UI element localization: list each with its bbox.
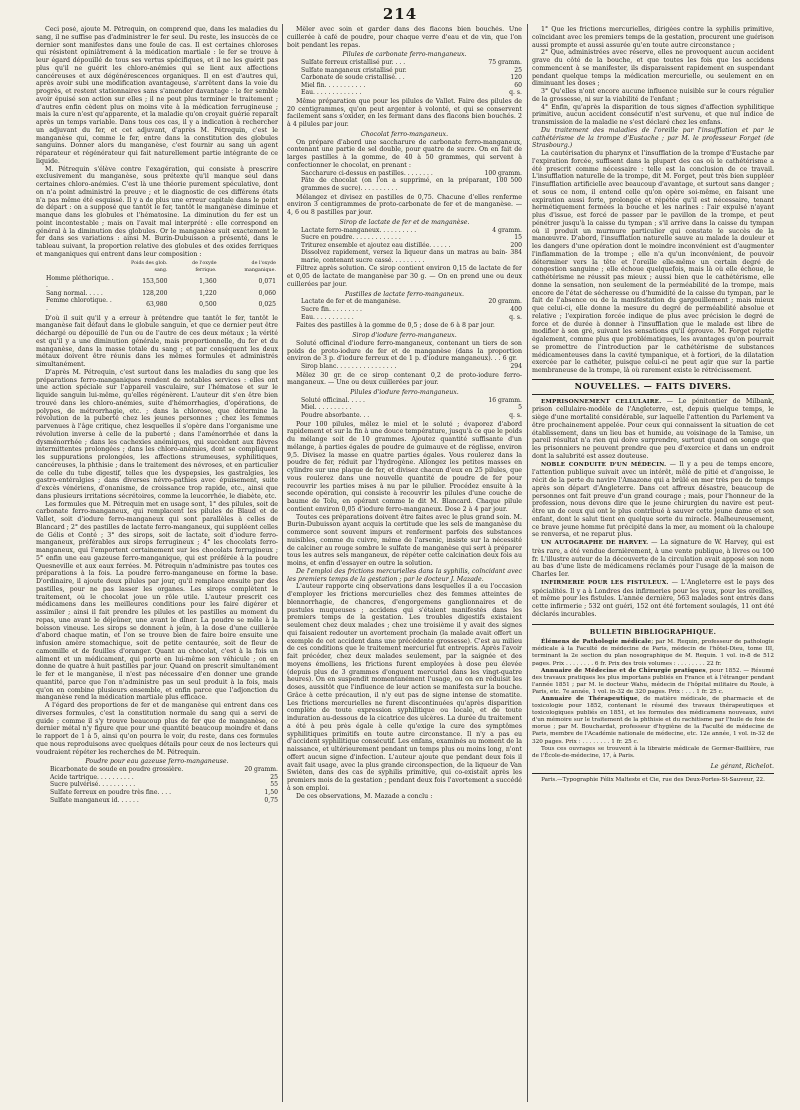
quantity: q. s. [509, 89, 522, 97]
formula-title: Poudre pour eau gazeuse ferro-manganeuse. [85, 758, 229, 766]
quantity: 400 [510, 306, 522, 314]
ingredient: Sulfate manganeux id. . . . . . [50, 796, 139, 804]
book-details: ; par M. Requin, professeur de pathologie médicale à la Faculté de médecine de Paris, médecin de l'hôtel-Dieu, tome III, terminant la 2e section du plan nosographique de M. Requin. 1 vol. in-8 de 512 pages. Prix . . . . . . . . 6 fr. Prix des trois volumes : . . . . . . . . 22 fr. [532, 639, 774, 667]
table-header: de l'oxyde manganique. [244, 260, 276, 274]
composition-table [36, 260, 278, 313]
recipe-row [50, 789, 278, 797]
news-text: — Il y a peu de temps encore, l'attention publique suivait avec un intérêt, mêlé de pitié et d'angoisse, le récit de la perte du navire l'Amazone qui a brûlé en mer très peu de temps après son départ d'Angleterre. Dans cet affreux désastre, beaucoup de personnes ont fait preuve d'un grand courage ; mais, pour l'honneur de la profession, nous devons dire que le jeune chirurgien du navire est peut-être un de ceux qui ont le plus contribué à sauver cette jeune dame et son enfant, dont le salut tient en quelque sorte du miracle. Malheureusement, ce brave jeune homme fut précipité dans la mer, au moment où la chaloupe se renversa, et ne reparut plus. [532, 460, 774, 539]
formula-title: Chocolat ferro-manganeux. [360, 130, 449, 138]
table-cell: Femme chlorotique. . . [46, 297, 112, 313]
recipe-row [301, 249, 522, 264]
recipe [50, 766, 278, 804]
paragraph: Même préparation que pour les pilules de Vallet. Faire des pilules de 20 centigrammes, qu'on peut argenter à volonté, et qui se conservent facilement sans s'oxider, en les fermant dans des flacons bien bouchés. 2 à 4 pilules par jour. [287, 97, 522, 129]
column-rule [282, 24, 283, 1102]
table-cell: 0,500 [199, 301, 217, 309]
recipe-row [301, 412, 522, 420]
recipe [301, 298, 522, 321]
quantity: 0,75 [264, 796, 278, 804]
recipe [301, 227, 522, 265]
ingredient: Sucre en poudre. . . . . . . . . . . . . [301, 234, 401, 242]
news-heading: UN AUTOGRAPHE DE HARVEY. [541, 540, 649, 546]
book-details: , de matière médicale, de pharmacie et de toxicologie pour 1852, contenant le résumé des travaux thérapeutiques et toxicologiques publiés en 1851, et les formules des médicamens nouveaux, suivi d'un mémoire sur le traitement de la phthisie et du rachitisme par l'huile de foie de morue ; par M. Bouchardat, professeur d'hygiène de la Faculté de médecine de Paris, membre de l'Académie nationale de médecine, etc. 12e année, 1 vol. in-32 de 320 pages. Prix : . . . . . . . . 1 fr. 25 c. [532, 696, 774, 745]
quantity: 75 gramm. [488, 59, 522, 66]
recipe-row [301, 82, 522, 90]
quantity: 25 [514, 66, 522, 74]
quantity: 384 [510, 249, 522, 257]
recipe-row [301, 89, 522, 97]
recipe-row [301, 306, 522, 314]
column-2 [287, 26, 522, 1100]
ingredient: Sulfate ferreux cristallisé pur. . . . [301, 59, 406, 66]
recipe-row [301, 59, 522, 67]
quantity: 1,50 [264, 788, 278, 796]
column-1 [36, 26, 278, 1100]
formula-title: Sirop de lactate de fer et de manganèse. [339, 218, 470, 226]
quantity: 25 [270, 773, 278, 781]
recipe [301, 59, 522, 97]
recipe [301, 363, 522, 371]
recipe-row [50, 774, 278, 782]
quantity: q. s. [509, 313, 522, 321]
quantity: q. s. [509, 412, 522, 420]
paragraph: Les formules que M. Pétrequin met en usage sont, 1° des pilules, soit de carbonate ferro-manganeux, qui remplacent les pilules de Blaud et de Vallet, soit d'iodure ferro-manganeux qui sont parallèles à celles de Blancard ; 2° des pastilles de lactate ferro-manganeux, qui suppléent celles de Gélis et Conté ; 3° des sirops, soit de lactate, soit d'iodure ferro-manganeux, préférables aux sirops ferrugineux ; 4° les chocolats ferro-manganeux, qui l'emportent certainement sur les chocolats ferrugineux ; 5° enfin une eau gazeuse ferro-manganique, qui est préférée à la poudre Quesneville et aux eaux ferrées. M. Pétrequin n'administre pas toutes ces préparations à la fois. La poudre ferro-manganeuse en forme la base. D'ordinaire, il ajoute deux pilules par jour, qu'il remplace ensuite par des pastilles, pour ne pas lasser les organes. Les sirops complètent le traitement, où le chocolat joue un rôle utile. L'auteur prescrit ces médicamens dans les meilleures conditions pour les faire digérer et assimiler ; ainsi il fait prendre les pilules et les pastilles au moment du repas, une avant le déjeûner, une avant le dîner. La poudre se mêle à la boisson vineuse. Les sirops se donnent à jeûn, à la dose d'une cuillerée d'abord chaque matin, et l'on se trouve bien de faire boire ensuite une infusion amère stomachique, soit de petite centaurée, soit de fleur de camomille et de feuilles d'oranger. Quant au chocolat, c'est à la fois un aliment et un médicament, qui porte en lui-même son véhicule ; on en donne de quatre à huit pastilles par jour. Quand on prescrit simultanément le fer et le manganèse, il n'est pas nécessaire d'en donner une grande quantité, parce que l'on n'administre pas un seul produit à la fois, mais qu'on en combine plusieurs ensemble, et enfin parce que l'adjonction du manganèse rend la médication martiale plus efficace. [36, 500, 278, 702]
news-item [532, 579, 774, 619]
quantity: 20 gramm. [244, 766, 278, 774]
recipe [301, 397, 522, 420]
paragraph: D'après M. Pétrequin, c'est surtout dans les maladies du sang que les préparations ferro-manganiques rendent de notables services : elles ont une action spéciale sur l'appareil vasculaire, sur l'hématose et sur le liquide sanguin lui-même, qu'elles régénèrent. L'auteur dit s'en être bien trouvé dans les chloro-anémies, suite d'hémorrhagies, d'opérations, de polypes, de métrorrhagie, etc. ; dans la chlorose, que détermine la révolution de la puberté chez les jeunes personnes ; chez les femmes parvenues à l'âge critique, chez lesquelles il s'opère dans l'organisme une révolution inverse à celle de la puberté ; dans l'aménorrhée et dans la dysménorrhée ; dans les cachexies anémiques, qui succèdent aux fièvres intermittentes prolongées ; dans les chloro-anémies, dont se compliquent les suppurations prolongées, les affections strumeuses, syphilitiques, cancéreuses, la phthisie ; dans le traitement des névroses, et en particulier de celle du tube digestif, telles que les dyspepsies, les gastralgies, les gastro-entéralgies ; dans diverses névro-pathies avec épuisement, suite d'excès vénériens, d'onanisme, de croissance trop rapide, etc., ainsi que dans plusieurs irritations sécrétoires, comme la leucorrhée, le diabète, etc. [36, 368, 278, 500]
formula-title: Pilules d'iodure ferro-manganeux. [350, 389, 459, 397]
table-cell: 63,980 [146, 301, 168, 309]
paragraph: Pour 100 pilules, mêlez le miel et le soluté ; évaporez d'abord rapidement et sur la fin à une douce température, jusqu'à ce que le poids du mélange soit de 10 grammes. Ajoutez quantité suffisante d'un mélange, à parties égales de poudre de guimauve et de réglisse, environ 9,5. Divisez la masse en quatre parties égales. Vous roulerez dans la poudre de fer, réduit par l'hydrogène. Allongez les petites masses en cylindre sur une plaque de fer, et divisez chacun d'eux en 25 pilules, que vous roulerez dans une nouvelle quantité de poudre de fer pour recouvrir les parties mises à nu par le pilulier. Procédez ensuite à la seconde opération, qui consiste à recouvrir les pilules d'une couche de baume de Tolu, en opérant comme le dit M. Blancard. Chaque pilule contient environ 0,05 d'iodure ferro-manganeux. Dose 2 à 4 par jour. [287, 420, 522, 513]
ingredient: Carbonate de soude cristallisé. . . [301, 74, 405, 82]
ingredient: Dissolvez rapidement, versez la liqueur dans un matras au bain-marie, contenant sucre cassé. . . . . . . . . [301, 249, 508, 264]
news-item [532, 398, 774, 461]
recipe-row [301, 363, 522, 371]
table-cell: Sang normal. . . . . [46, 289, 103, 297]
ingredient: Lactate ferro-manganeux. . . . . . . . . . [301, 226, 417, 234]
recipe-row [301, 74, 522, 82]
formula-title: Sirop d'iodure ferro-manganeux. [352, 332, 457, 339]
recipe-row [301, 170, 522, 178]
bibliography-entry [532, 668, 774, 696]
section-heading-bibliography: BULLETIN BIBLIOGRAPHIQUE. [532, 624, 774, 637]
news-heading: INFIRMERIE POUR LES FISTULEUX. [541, 579, 669, 586]
table-cell: 128,200 [142, 289, 168, 297]
ingredient: Soluté officinal. . . . . [301, 396, 365, 404]
ingredient: Sulfate manganeux cristallisé pur. [301, 66, 407, 74]
recipe-row [301, 67, 522, 75]
ingredient: Sucre pulvérisé. . . . . . . . . . [50, 781, 136, 789]
paragraph: Filtrez après solution. Ce sirop contient environ 0,15 de lactate de fer et 0,05 de lactate de manganèse par 30 g. — On en prend une ou deux cuillerées par jour. [287, 265, 522, 288]
recipe-row [301, 298, 522, 306]
conclusion-item: 2° Que, administrées avec réserve, elles ne provoquent aucun accident grave du côté de la bouche, et que toutes les fois que les accidens commencent à se manifester, ils disparaissent rapidement en suspendant pendant quelque temps la médication mercurielle, ou seulement en en diminuant les doses ; [532, 49, 774, 88]
recipe-row [301, 227, 522, 235]
table-header: Poids des glob. sang. [131, 260, 168, 274]
quantity: 16 gramm. [488, 396, 522, 404]
book-title: Annuaire de Médecine et de Chirurgie pratiques [541, 667, 706, 674]
ingredient: Poudre absorbante. . . [301, 412, 370, 420]
quantity: 200 [510, 241, 522, 249]
paragraph: Faites des pastilles à la gomme de 0,5 ; dose de 6 à 8 par jour. [296, 322, 495, 330]
ingredient: Acide tartrique. . . . . . . . . . [50, 773, 134, 781]
paragraph: Soluté officinal d'iodure ferro-manganeux, contenant un tiers de son poids de proto-iodure de fer et de manganèse (dans la proportion environ de 3 p. d'iodure ferreux et de 1 p. d'iodure manganeux). . . 6 gr. [287, 339, 522, 363]
article-title: De l'emploi des frictions mercurielles dans la syphilis, coïncidant avec les premiers temps de la gestation ; par le docteur J. Mazade. [287, 567, 522, 583]
signature: Le gérant, Richelot. [710, 762, 774, 770]
quantity: 20 gramm. [488, 298, 522, 306]
book-title: Élémens de Pathologie médicale [541, 639, 652, 646]
formula-title: Pilules de carbonate ferro-manganeux. [342, 51, 467, 59]
table-cell: 0,025 [258, 301, 276, 309]
bibliography-entry [532, 639, 774, 667]
table-cell: 0,071 [258, 278, 276, 286]
conclusion-item: 1° Que les frictions mercurielles, dirigées contre la syphilis primitive, coïncidant avec les premiers temps de la gestation, procurent une guérison aussi prompte et aussi assurée qu'en toute autre circonstance ; [532, 26, 774, 49]
quantity: 120 [510, 74, 522, 82]
table-cell: 153,500 [142, 278, 168, 286]
paragraph: On prépare d'abord une saccharure de carbonate ferro-manganeux, contenant une partie de sel double, pour quatre de sucre. On en fait de larges pastilles à la gomme, de 40 à 50 grammes, qui servent à confectionner le chocolat, en prenant : [287, 138, 522, 169]
news-item [532, 461, 774, 540]
news-heading: EMPRISONNEMENT CELLULAIRE. [541, 398, 662, 405]
ingredient: Bicarbonate de soude en poudre grossière. [50, 766, 184, 774]
news-heading: NOBLE CONDUITE D'UN MÉDECIN. [541, 461, 667, 468]
table-cell: 1,360 [199, 278, 217, 286]
section-heading-news: NOUVELLES. — FAITS DIVERS. [532, 379, 774, 395]
quantity: 15 [514, 234, 522, 242]
table-row [36, 297, 278, 312]
quantity: 4 gramm. [492, 226, 522, 234]
ingredient: Miel fin. . . . . . . . . . . [301, 81, 366, 89]
recipe-row [301, 242, 522, 250]
paragraph: Mêlez 30 gr. de ce sirop contenant 0,2 de proto-iodure ferro-manganeux. — Une ou deux cuillerées par jour. [287, 371, 522, 387]
ingredient: Sirop blanc. . . . . . . . . . . . . . . . [301, 363, 397, 370]
news-text: — Le pénitentier de Milbank, prison cellulaire-modèle de l'Angleterre, est, depuis quelque temps, le siège d'une mortalité considérable, sur laquelle l'attention du Parlement va être prochainement appelée. Pour ceux qui connaissent la situation de cet établissement, dans un lieu bas et humide, au voisinage de la Tamise, un pareil résultat n'a rien qui doive surprendre, surtout quand on songe que les prisonniers ne peuvent prendre que peu d'exercice et dans un endroit dont la salubrité est assez douteuse. [532, 397, 774, 460]
recipe-row [50, 766, 278, 774]
ingredient: Sulfate ferreux en poudre très fine. . . . [50, 788, 172, 796]
recipe-row [50, 797, 278, 805]
news-item [532, 539, 774, 579]
quantity: 500 [510, 177, 522, 185]
conclusion-item: 4° Enfin, qu'après la disparition de tous signes d'affection syphilitique primitive, aucun accident consécutif n'est survenu, et que nul indice de transmission de la maladie ne s'est déclaré chez les enfans. [532, 103, 774, 126]
recipe-row [301, 314, 522, 322]
table-header: de l'oxyde ferrique. [192, 260, 217, 274]
table-header-row [36, 260, 278, 275]
quantity: 5 [518, 404, 522, 412]
table-cell: 1,220 [199, 289, 217, 297]
quantity: 55 [270, 781, 278, 789]
paragraph: Toutes ces préparations doivent être faites avec le plus grand soin. M. Burin-Dubuisson ayant acquis la certitude que les sels de manganèse du commerce sont souvent impurs et renferment parfois des substances nuisibles, comme du cuivre, même de l'arsenic, insiste sur la nécessité de calciner au rouge sombre le sulfate de manganèse qui sert à préparer tous les autres sels manganeux, de répéter cette calcination deux fois au moins, et enfin d'essayer en outre la solution. [287, 513, 522, 568]
ingredient: Saccharure ci-dessus en pastilles. . . . . . . . [301, 169, 433, 177]
table-header [36, 260, 117, 275]
recipe-row [301, 397, 522, 405]
recipe [301, 170, 522, 193]
bibliography-note: Tous ces ouvrages se trouvent à la librairie médicale de Germer-Baillière, rue de l'École-de-médecine, 17, à Paris. [532, 745, 774, 759]
page-number: 214 [382, 5, 418, 23]
recipe-row [301, 177, 522, 192]
recipe-row [301, 404, 522, 412]
ingredient: Triturez ensemble et ajoutez eau distillée. . . . . . [301, 241, 451, 249]
printer-line: Paris.—Typographie Félix Malteste et Cie, rue des Deux-Portes-St-Sauveur, 22. [532, 773, 774, 785]
quantity: 294 [510, 363, 522, 370]
paragraph: De ces observations, M. Mazade a conclu : [296, 792, 433, 800]
table-cell: Homme pléthorique. . . [46, 274, 114, 290]
news-text: — L'Angleterre est le pays des spécialités. Il y a à Londres des infirmeries pour les yeux, pour les oreilles, et même pour les fistules. L'année dernière, 563 malades sont entrés dans cette infirmerie ; 532 ont guéri, 152 ont été fortement soulagés, 11 ont été déclarés incurables. [532, 578, 774, 618]
book-details: , pour 1852. — Résumé des travaux pratiques les plus importans publiés en France et à l'étranger pendant l'année 1851 ; par M. le docteur Wahu, médecin de l'hôpital militaire du Roule, à Paris, etc. 7e année, 1 vol. in-32 de 320 pages. Prix : . . . 1 fr. 25 c. [532, 667, 774, 695]
column-rule [527, 24, 528, 1102]
paragraph: L'auteur rapporte cinq observations dans lesquelles il a eu l'occasion d'employer les frictions mercurielles chez des femmes atteintes de blennorrhagie, de chancres, d'engorgemens ganglionnaires et de pustules muqueuses ; accidens qui s'étaient manifestés dans les premiers temps de la gestation. Les troubles digestifs existaient seulement chez deux malades ; chez une troisième il y avait des signes qui faisaient redouter un avortement prochain (la malade avait offert un exemple de cet accident dans une précédente grossesse). C'est au milieu de ces conditions que le traitement mercuriel fut entrepris. Après l'avoir fait précéder, chez deux malades seulement, par la saignée et des moyens émolliens, les frictions furent employées à dose peu élevée (depuis plus de 3 grammes d'onguent mercuriel dans les vingt-quatre heures). On en suspendit momentanément l'usage, ou on en réduisit les doses, aussitôt que l'influence de leur action se manifesta sur la bouche. Grâce à cette précaution, il n'y eut pas de signe intense de stomatite. Les frictions mercurielles ne furent discontinuées qu'après disparition complète de toute expression syphilitique ou locale, et de toute induration au-dessous de la cicatrice des ulcères. La durée du traitement a été à peu près égale à celle qu'exige la cure des symptômes syphilitiques primitifs en toute autre circonstance. Il n'y a pas eu d'accident syphilitique consécutif. Les enfans, examinés au moment de la naissance, et ultérieurement pendant un temps plus ou moins long, n'ont offert aucun signe d'infection. L'auteur ajoute que pendant deux fois il avait fait usage, avec la plus grande circonspection, de la liqueur de Van Swiéten, dans des cas de syphilis primitive, qui co-existait après les premiers mois de la gestation ; pendant deux fois l'avortement a succédé à son emploi. [287, 583, 522, 792]
paragraph: La cautérisation du pharynx et l'insufflation de la trompe d'Eustache par l'expiration forcée, suffisent dans la plupart des cas où le cathétérisme a été prescrit comme nécessaire : telle est la conclusion de ce travail. L'insufflation naturelle de la trompe, dit M. Forget, peut très bien suppléer l'insufflation artificielle avec beaucoup d'avantage, et surtout sans danger ; et sous ce nom, il entend celle qu'on opère soi-même, en faisant une expiration aussi forte, prolongée et répétée qu'il est nécessaire, tenant hermétiquement fermées la bouche et les narines : l'air expulsé n'ayant plus d'issue, est forcé de passer par le pavillon de la trompe, et peut pénétrer jusqu'à la caisse du tympan ; s'il arrive dans la caisse du tympan où il produit un murmure particulier qui constate le succès de la manœuvre. D'abord, l'insufflation naturelle sauve au malade la douleur et les dangers d'une opération dont le moindre inconvénient est d'augmenter l'inflammation de la trompe ; elle n'a qu'un inconvénient, de pouvoir déterminer vers la tête et l'oreille elle-même un certain degré de congestion sanguine ; elle échoue quelquefois, mais là où elle échoue, le cathétérisme ne réussit pas mieux ; aussi bien que le cathétérisme, elle donne la sensation, non seulement de la perméabilité de la trompe, mais encore de l'état de sécheresse ou d'humidité de la caisse du tympan, par le fait de l'absence ou de la manifestation du gargouillement ; mais mieux que celui-ci, elle donne la mesure du degré de perméabilité absolue et relative ; l'expiration forcée indique de plus avec précision le degré de force et de durée à donner à l'insufflation que le malade est libre de modifier à son gré, suivant les sensations qu'il éprouve. M. Forget rejette également, comme plus que problématiques, les avantages qu'on pourrait se promettre de l'introduction par le cathétérisme de substances médicamenteuses dans la cavité tympanique, et à fortiori, de la dilatation exercée par le cathéter, puisque celui-ci ne peut agir que sur la partie membraneuse de la trompe, là où rarement existe le rétrécissement. [532, 150, 774, 374]
book-title: Annuaire de Thérapeutique [541, 696, 638, 702]
ingredient: Pâte de chocolat (on l'on a supprimé, en la préparant, 100 grammes de sucre). . . . . . . . . . [301, 177, 508, 192]
news-text: — La signature de W. Harvey, qui est très rare, a été vendue dernièrement, à une vente publique, à livres ou 100 fr. L'illustre auteur de la découverte de la circulation avait apposé son nom au bas d'une liste de médicamens réclamés pour l'usage de la maison de Charles Ier. [532, 539, 774, 578]
table-cell: 0,060 [258, 289, 276, 297]
paragraph: A l'égard des proportions de fer et de manganèse qui entrent dans ces diverses formules, c'est la constitution normale du sang qui a servi de guide ; comme il s'y trouve beaucoup plus de fer que de manganèse, ce dernier métal n'y figure que pour une quantité beaucoup moindre et dans le rapport de 1 à 5, ainsi qu'on pourra le voir, du reste, dans ces formules que nous reproduisons avec quelques détails pour ceux de nos lecteurs qui voudraient répéter les recherches de M. Pétrequin. [36, 702, 278, 756]
ingredient: Sucre fin. . . . . . . . . [301, 306, 362, 314]
quantity: 60 [514, 81, 522, 89]
paragraph: Mêler avec soin et garder dans des flacons bien bouchés. Une cuillerée à café de poudre, pour chaque verre d'eau et de vin, que l'on boit pendant les repas. [287, 26, 522, 49]
recipe-row [301, 234, 522, 242]
ingredient: Lactate de fer et de manganèse. [301, 298, 401, 306]
ingredient: Eau. . . . . . . . . . . [301, 313, 354, 321]
paragraph: M. Pétrequin s'élève contre l'exagération, qui consiste à prescrire exclusivement du manganèse, sous prétexte qu'il manque seul dans certaines chloro-anémies. C'est là une théorie purement spéculative, dont on n'a point administré la preuve ; et le diagnostic de ces différens états n'a pas même été esquissé. Il y a de plus une erreur capitale dans le point de départ : on a supposé que tantôt le fer, tantôt le manganèse diminue et manque dans les globules et l'hématosine. La diminution du fer est un point incontestable ; mais on l'avait mal interprété : elle correspond en général à la diminution des globules. Or le manganèse suit exactement le fer dans ses variations : ainsi M. Burin-Dubuisson a présenté, dans le tableau suivant, la proportion relative des globules et des oxides ferriques et manganiques qui entrent dans leur composition : [36, 165, 278, 258]
formula-title: Pastilles de lactate ferro-manganeux. [344, 290, 465, 298]
column-3 [532, 26, 774, 1100]
ingredient: Eau. . . . . . . . . . . . . [301, 89, 362, 97]
recipe-row [50, 781, 278, 789]
quantity: 100 gramm. [484, 169, 522, 177]
paragraph: Mélangez et divisez en pastilles de 0,75. Chacune d'elles renferme environ 3 centigrammes de proto-carbonate de fer et de manganèse. — 4, 6 ou 8 pastilles par jour. [287, 193, 522, 216]
table-row [36, 275, 278, 290]
paragraph: Ceci posé, ajoute M. Pétrequin, on comprend que, dans les maladies du sang, il ne suffise pas d'administrer le fer seul. Du reste, les insuccès de ce dernier sont manifestes dans une foule de cas. Il est certaines chloroses qui résistent opiniâtrement à la médication martiale : le fer se trouve à leur égard dépouillé de tous ses vertus spécifiques, et il ne les guérit pas plus qu'il ne guérit les chloro-anémies qui se lient aux affections cancéreuses et aux dégénérescences organiques. Il en est d'autres qui, après avoir subi une modification avantageuse, s'arrêtent dans la voie du progrès, et restent stationnaires sans s'amender davantage : le fer semble avoir épuisé son action sur elles ; il ne peut plus terminer le traitement ; d'autres enfin cèdent plus on moins vite à la médication ferrugineuse ; mais la cure n'est qu'apparente, et la maladie qu'on croyait guérie reparaît après un temps variable. Dans tous ces cas, il y a indication à rechercher un adjuvant du fer, et cet adjuvant, d'après M. Pétrequin, c'est le manganèse qui, comme le fer, entre dans la constitution des globules sanguins. Donner alors du manganèse, c'est fournir au sang un agent réparateur et régénérateur qui fait naturellement partie intégrante de ce liquide. [36, 26, 278, 165]
paragraph: D'où il suit qu'il y a erreur à prétendre que tantôt le fer, tantôt le manganèse fait défaut dans le globule sanguin, et que ce dernier peut être déchargé ou dépouillé de l'un ou de l'autre de ces deux métaux ; la vérité est qu'il y a une diminution générale, mais proportionnelle, du fer et du manganèse, dans la masse totale du sang ; et par conséquent les deux métaux doivent être réunis dans les mêmes formules et administrés simultanément. [36, 314, 278, 369]
ingredient: Miel. . . . . . . . . . [301, 404, 352, 412]
bibliography-entry [532, 696, 774, 746]
conclusion-item: 3° Qu'elles n'ont encore aucune influence nuisible sur le cours régulier de la grossesse, ni sur la viabilité de l'enfant ; [532, 88, 774, 103]
article-title: Du traitement des maladies de l'oreille par l'insufflation et par le cathétérisme de la trompe d'Eustache ; par M. le professeur Forget (de Strasbourg.) [532, 126, 774, 150]
table-row [36, 290, 278, 298]
